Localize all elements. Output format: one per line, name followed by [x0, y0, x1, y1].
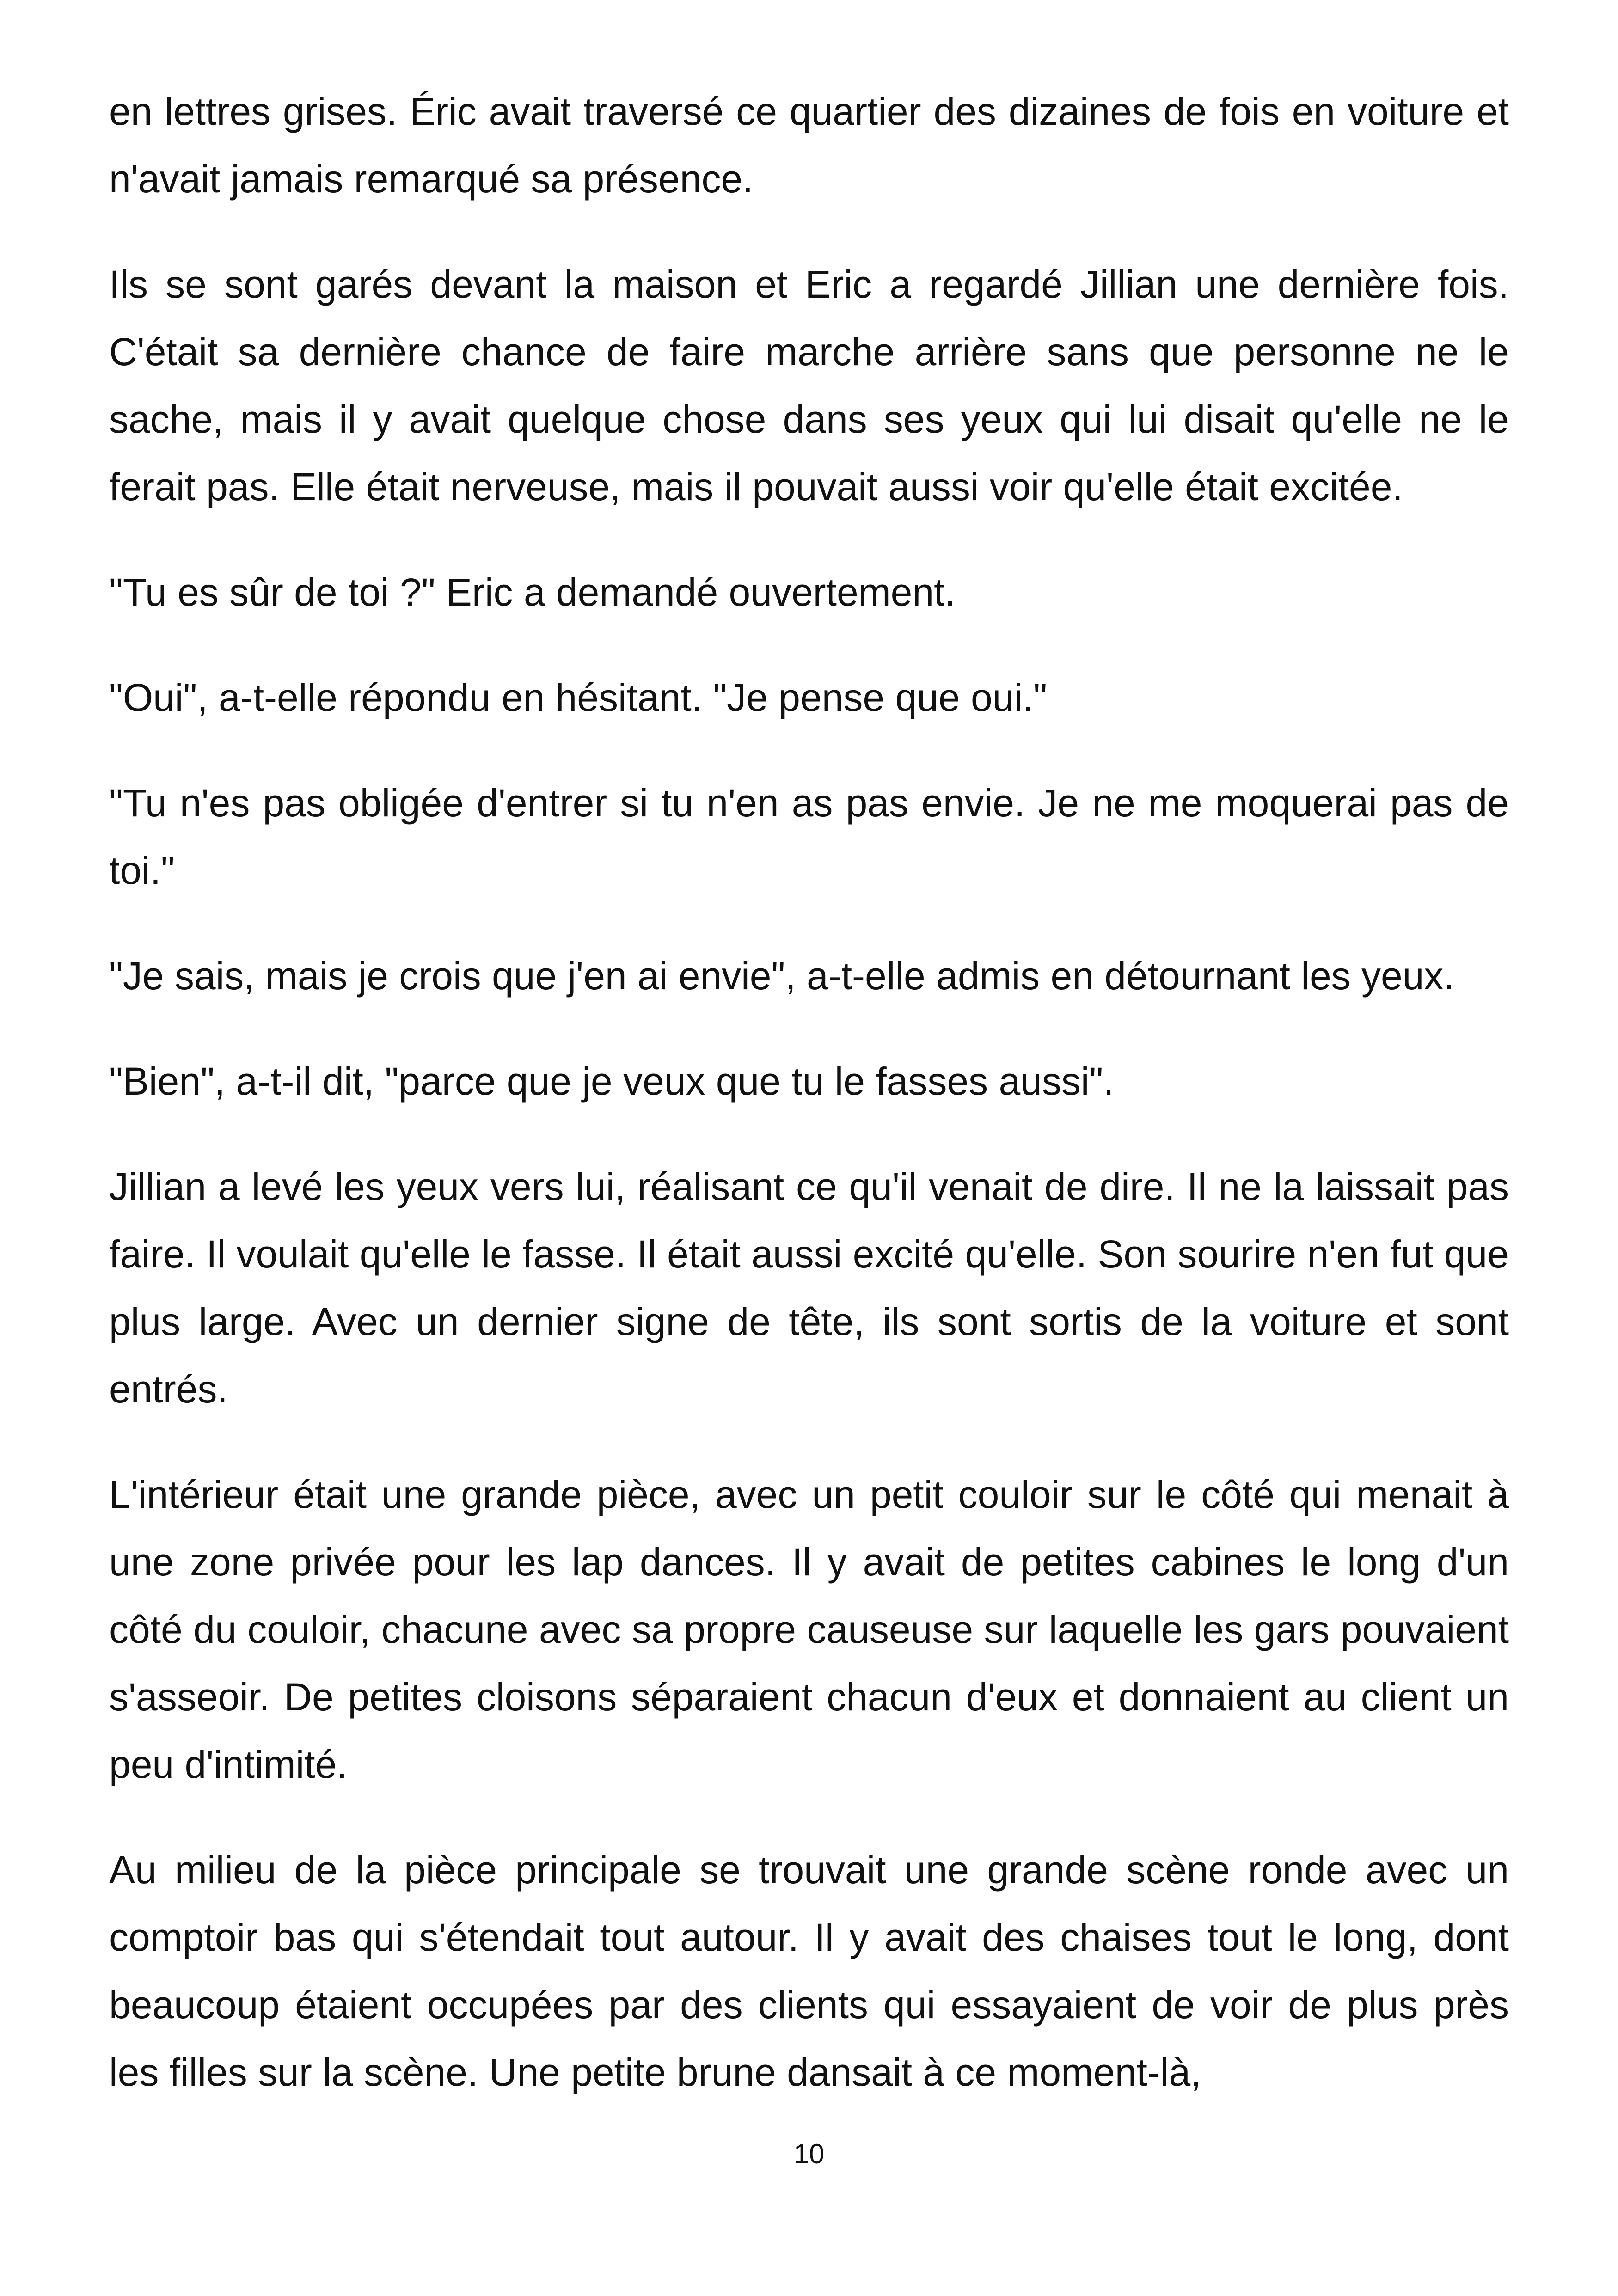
page-number: 10: [793, 2138, 825, 2169]
paragraph: Ils se sont garés devant la maison et Eric a regardé Jillian une dernière fois. C'était sa dernière chance de faire marche arrière sans que personne ne le sache, mais il y avait quelque chose dans ses yeux qui lui disait qu'elle ne le ferait pas. Elle était nerveuse, mais il pouvait aussi voir qu'elle était excitée.: [109, 263, 1509, 508]
paragraph: L'intérieur était une grande pièce, avec un petit couloir sur le côté qui menait à une zone privée pour les lap dances. Il y avait de petites cabines le long d'un côté du couloir, chacune avec sa propre causeuse sur laquelle les gars pouvaient s'asseoir. De petites cloisons séparaient chacun d'eux et donnaient au client un peu d'intimité.: [109, 1473, 1509, 1786]
paragraph: en lettres grises. Éric avait traversé ce quartier des dizaines de fois en voiture et n'avait jamais remarqué sa présence.: [109, 90, 1509, 201]
paragraph: "Bien", a-t-il dit, "parce que je veux que tu le fasses aussi".: [109, 1059, 1114, 1103]
paragraph: "Tu n'es pas obligée d'entrer si tu n'en as pas envie. Je ne me moquerai pas de toi.": [109, 781, 1509, 892]
page-body: [109, 78, 1509, 2144]
paragraph: Au milieu de la pièce principale se trouvait une grande scène ronde avec un comptoir bas qui s'étendait tout autour. Il y avait des chaises tout le long, dont beaucoup étaient occupées par des clients qui essayaient de voir de plus près les filles sur la scène. Une petite brune dansait à ce moment-là,: [109, 1848, 1509, 2094]
paragraph: Jillian a levé les yeux vers lui, réalisant ce qu'il venait de dire. Il ne la laissait pas faire. Il voulait qu'elle le fasse. Il était aussi excité qu'elle. Son sourire n'en fut que plus large. Avec un dernier signe de tête, ils sont sortis de la voiture et sont entrés.: [109, 1165, 1509, 1411]
paragraph: "Tu es sûr de toi ?" Eric a demandé ouvertement.: [109, 570, 956, 614]
paragraph: "Je sais, mais je crois que j'en ai envie", a-t-elle admis en détournant les yeux.: [109, 954, 1454, 998]
paragraph: "Oui", a-t-elle répondu en hésitant. "Je pense que oui.": [109, 676, 1048, 719]
